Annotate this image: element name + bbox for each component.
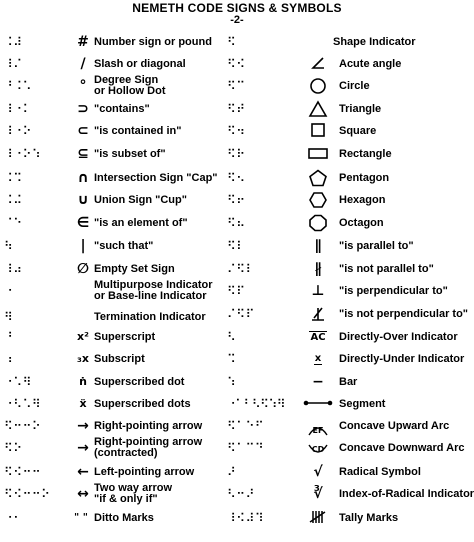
intersection-symbol: ∩ — [77, 170, 89, 186]
degree-symbol: ° — [79, 78, 87, 94]
braille-cell: ⠌⠫⠇ — [227, 262, 255, 276]
braille-cell: ⠸⠪⠼⠹ — [227, 511, 265, 525]
label: Bar — [339, 376, 358, 388]
square-icon — [307, 120, 329, 142]
label: Slash or diagonal — [94, 58, 186, 70]
label: Concave Upward Arc — [339, 420, 450, 432]
braille-cell: ⠫⠪ — [227, 57, 246, 71]
right-arrow-icon: → — [77, 440, 89, 456]
braille-cell: ⠌⠫⠏ — [227, 307, 255, 321]
element-of-symbol: ∈ — [76, 215, 90, 231]
right-row-21 — [227, 483, 474, 505]
braille-cell: ⠫ — [227, 35, 237, 49]
braille-cell: ⠐⠂ — [4, 511, 23, 525]
braille-cell: ⠨⠬ — [4, 193, 23, 207]
left-row-19 — [0, 437, 237, 459]
left-row-1 — [0, 31, 237, 53]
right-row-14 — [227, 326, 474, 348]
right-row-7 — [227, 167, 474, 189]
left-row-15 — [0, 348, 237, 370]
braille-cell: ⠣ — [227, 330, 237, 344]
label: Tally Marks — [339, 512, 399, 524]
braille-cell: ⠫⠒⠒⠕ — [4, 419, 42, 433]
hexagon-icon — [307, 189, 329, 211]
left-row-17 — [0, 393, 237, 415]
label: Superscript — [94, 331, 156, 343]
right-row-19 — [227, 437, 474, 459]
left-row-8 — [0, 189, 237, 211]
right-row-9 — [227, 212, 474, 234]
label: Superscribed dot — [94, 376, 185, 388]
braille-cell: ⠫⠲ — [227, 124, 246, 138]
label: Empty Set Sign — [94, 263, 175, 275]
braille-cell: ⠨⠼ — [4, 35, 23, 49]
right-row-20 — [227, 461, 474, 483]
braille-cell: ⠐ — [4, 284, 14, 298]
braille-cell: ⠐⠁⠃⠣⠫⠱⠻ — [227, 397, 286, 411]
left-row-20 — [0, 461, 237, 483]
label: Radical Symbol — [339, 466, 421, 478]
label: "is not parallel to" — [339, 263, 434, 275]
right-arrow-icon: → — [77, 418, 89, 434]
right-row-18 — [227, 415, 474, 437]
braille-cell: ⠫⠗ — [227, 147, 246, 161]
pentagon-icon — [307, 167, 329, 189]
braille-cell: ⠫⠁⠑⠋ — [227, 419, 265, 433]
left-row-4 — [0, 98, 237, 120]
contained-in-symbol: ⊂ — [77, 123, 89, 139]
right-row-15 — [227, 348, 474, 370]
directly-over-symbol: AC — [310, 332, 326, 343]
braille-cell: ⠫⠁⠉⠙ — [227, 441, 265, 455]
label: Hexagon — [339, 194, 386, 206]
label: Termination Indicator — [94, 311, 206, 323]
acute-angle-icon — [307, 53, 329, 75]
label: Intersection Sign "Cap" — [94, 172, 218, 184]
label: "is parallel to" — [339, 240, 414, 252]
left-row-11 — [0, 258, 237, 280]
braille-cell: ⠫⠪⠒⠒ — [4, 465, 42, 479]
right-row-2 — [227, 53, 474, 75]
braille-cell: ⠸⠐⠕⠱ — [4, 147, 42, 161]
braille-cell: ⠫⠖ — [227, 193, 246, 207]
right-row-16 — [227, 371, 474, 393]
triangle-icon — [307, 98, 329, 120]
page-title: NEMETH CODE SIGNS & SYMBOLS — [132, 1, 342, 15]
label: "is not perpendicular to" — [339, 308, 468, 320]
left-arrow-icon: ← — [77, 464, 89, 480]
label: Square — [339, 125, 377, 137]
label: Subscript — [94, 353, 145, 365]
braille-cell: ⠫⠞ — [227, 102, 246, 116]
left-row-5 — [0, 120, 237, 142]
circle-icon — [307, 75, 329, 97]
label: Directly-Over Indicator — [339, 331, 458, 343]
two-way-arrow-icon: ↔ — [77, 486, 89, 502]
radical-symbol: √ — [313, 464, 323, 480]
concave-downward-arc-icon — [307, 437, 329, 459]
braille-cell: ⠫⠇ — [227, 239, 246, 253]
braille-cell: ⠣⠒⠜ — [227, 487, 255, 501]
label: "contains" — [94, 103, 150, 115]
label: Right-pointing arrow (contracted) — [94, 436, 203, 459]
arc-label: CD — [311, 445, 325, 454]
directly-under-symbol: x — [314, 353, 322, 364]
slash-symbol: / — [80, 56, 86, 72]
label: Pentagon — [339, 172, 390, 184]
braille-cell: ⠸⠴ — [4, 262, 23, 276]
label: Two way arrow "if & only if" — [94, 482, 173, 505]
label: Circle — [339, 80, 370, 92]
braille-cell: ⠐⠡⠻ — [4, 375, 32, 389]
segment-icon — [303, 393, 333, 415]
label: Directly-Under Indicator — [339, 353, 465, 365]
subscript-symbol: ₃x — [77, 352, 89, 365]
right-row-13 — [227, 303, 474, 325]
right-row-8 — [227, 189, 474, 211]
right-row-10 — [227, 235, 474, 257]
braille-cell: ⠫⠕ — [4, 441, 23, 455]
left-row-12 — [0, 280, 237, 302]
not-perpendicular-icon — [307, 303, 329, 325]
left-row-21 — [0, 483, 237, 505]
braille-cell: ⠘ — [4, 330, 14, 344]
braille-cell: ⠜ — [227, 465, 237, 479]
label: Shape Indicator — [333, 36, 416, 48]
bar-symbol: − — [312, 374, 324, 390]
union-symbol: ∪ — [77, 192, 89, 208]
contains-symbol: ⊃ — [77, 101, 89, 117]
braille-cell: ⠻ — [4, 310, 14, 324]
label: Left-pointing arrow — [94, 466, 195, 478]
label: Right-pointing arrow — [94, 420, 203, 432]
superscribed-dot-symbol: ṅ — [79, 375, 87, 388]
braille-cell: ⠸⠐⠕ — [4, 124, 32, 138]
braille-cell: ⠫⠏ — [227, 284, 246, 298]
right-row-5 — [227, 120, 474, 142]
braille-cell: ⠸⠐⠅ — [4, 102, 32, 116]
label: Acute angle — [339, 58, 402, 70]
braille-cell: ⠈⠑ — [4, 216, 23, 230]
braille-cell: ⠫⠢ — [227, 171, 246, 185]
braille-cell: ⠫⠉ — [227, 79, 246, 93]
right-row-17 — [227, 393, 474, 415]
left-row-10 — [0, 235, 237, 257]
index-radical-symbol: ∛ — [313, 486, 323, 502]
braille-cell: ⠱ — [227, 375, 237, 389]
label: Degree Sign or Hollow Dot — [94, 74, 166, 97]
number-sign-symbol: # — [77, 34, 89, 50]
label: Rectangle — [339, 148, 392, 160]
label: Octagon — [339, 217, 384, 229]
left-row-14 — [0, 326, 237, 348]
braille-cell: ⠫⠪⠒⠒⠕ — [4, 487, 51, 501]
braille-cell: ⠐⠣⠡⠻ — [4, 397, 42, 411]
empty-set-symbol: ∅ — [77, 261, 89, 277]
perpendicular-symbol: ⊥ — [311, 283, 325, 299]
octagon-icon — [307, 212, 329, 234]
label: Ditto Marks — [94, 512, 154, 524]
braille-cell: ⠘⠨⠡ — [4, 79, 32, 93]
label: "is perpendicular to" — [339, 285, 448, 297]
label: Segment — [339, 398, 386, 410]
parallel-symbol: ∥ — [314, 238, 322, 254]
label: Index-of-Radical Indicator — [339, 488, 474, 500]
label: Multipurpose Indicator or Base-line Indicator — [94, 279, 213, 302]
braille-cell: ⠩ — [227, 352, 237, 366]
left-row-18 — [0, 415, 237, 437]
label: Union Sign "Cup" — [94, 194, 187, 206]
page-subtitle: -2- — [230, 14, 244, 26]
braille-cell: ⠰ — [4, 352, 14, 366]
right-row-6 — [227, 143, 474, 165]
left-row-13 — [0, 306, 237, 328]
left-row-3 — [0, 75, 237, 97]
braille-cell: ⠫⠦ — [227, 216, 246, 230]
label: Superscribed dots — [94, 398, 191, 410]
right-row-1 — [227, 31, 474, 53]
left-row-2 — [0, 53, 237, 75]
tally-marks-icon — [307, 507, 329, 529]
right-row-11 — [227, 258, 474, 280]
label: "is contained in" — [94, 125, 182, 137]
label: Number sign or pound — [94, 36, 212, 48]
not-parallel-symbol: ∦ — [314, 261, 322, 277]
such-that-symbol: | — [80, 238, 86, 254]
rectangle-icon — [307, 143, 329, 165]
left-row-9 — [0, 212, 237, 234]
right-row-22 — [227, 507, 474, 529]
superscript-symbol: x² — [77, 330, 89, 343]
label: "is an element of" — [94, 217, 188, 229]
left-row-7 — [0, 167, 237, 189]
right-row-4 — [227, 98, 474, 120]
arc-label: EF — [312, 426, 324, 435]
superscribed-dots-symbol: ẍ — [79, 397, 87, 410]
braille-cell: ⠨⠩ — [4, 171, 23, 185]
label: "such that" — [94, 240, 154, 252]
left-row-6 — [0, 143, 237, 165]
subset-symbol: ⊆ — [77, 146, 89, 162]
left-row-22 — [0, 507, 237, 529]
label: Concave Downward Arc — [339, 442, 465, 454]
ditto-marks-symbol: " " — [74, 512, 88, 523]
label: "is subset of" — [94, 148, 166, 160]
label: Triangle — [339, 103, 382, 115]
right-row-3 — [227, 75, 474, 97]
braille-cell: ⠸⠌ — [4, 57, 23, 71]
right-row-12 — [227, 280, 474, 302]
braille-cell: ⠳ — [4, 239, 14, 253]
left-row-16 — [0, 371, 237, 393]
concave-upward-arc-icon — [307, 415, 329, 437]
